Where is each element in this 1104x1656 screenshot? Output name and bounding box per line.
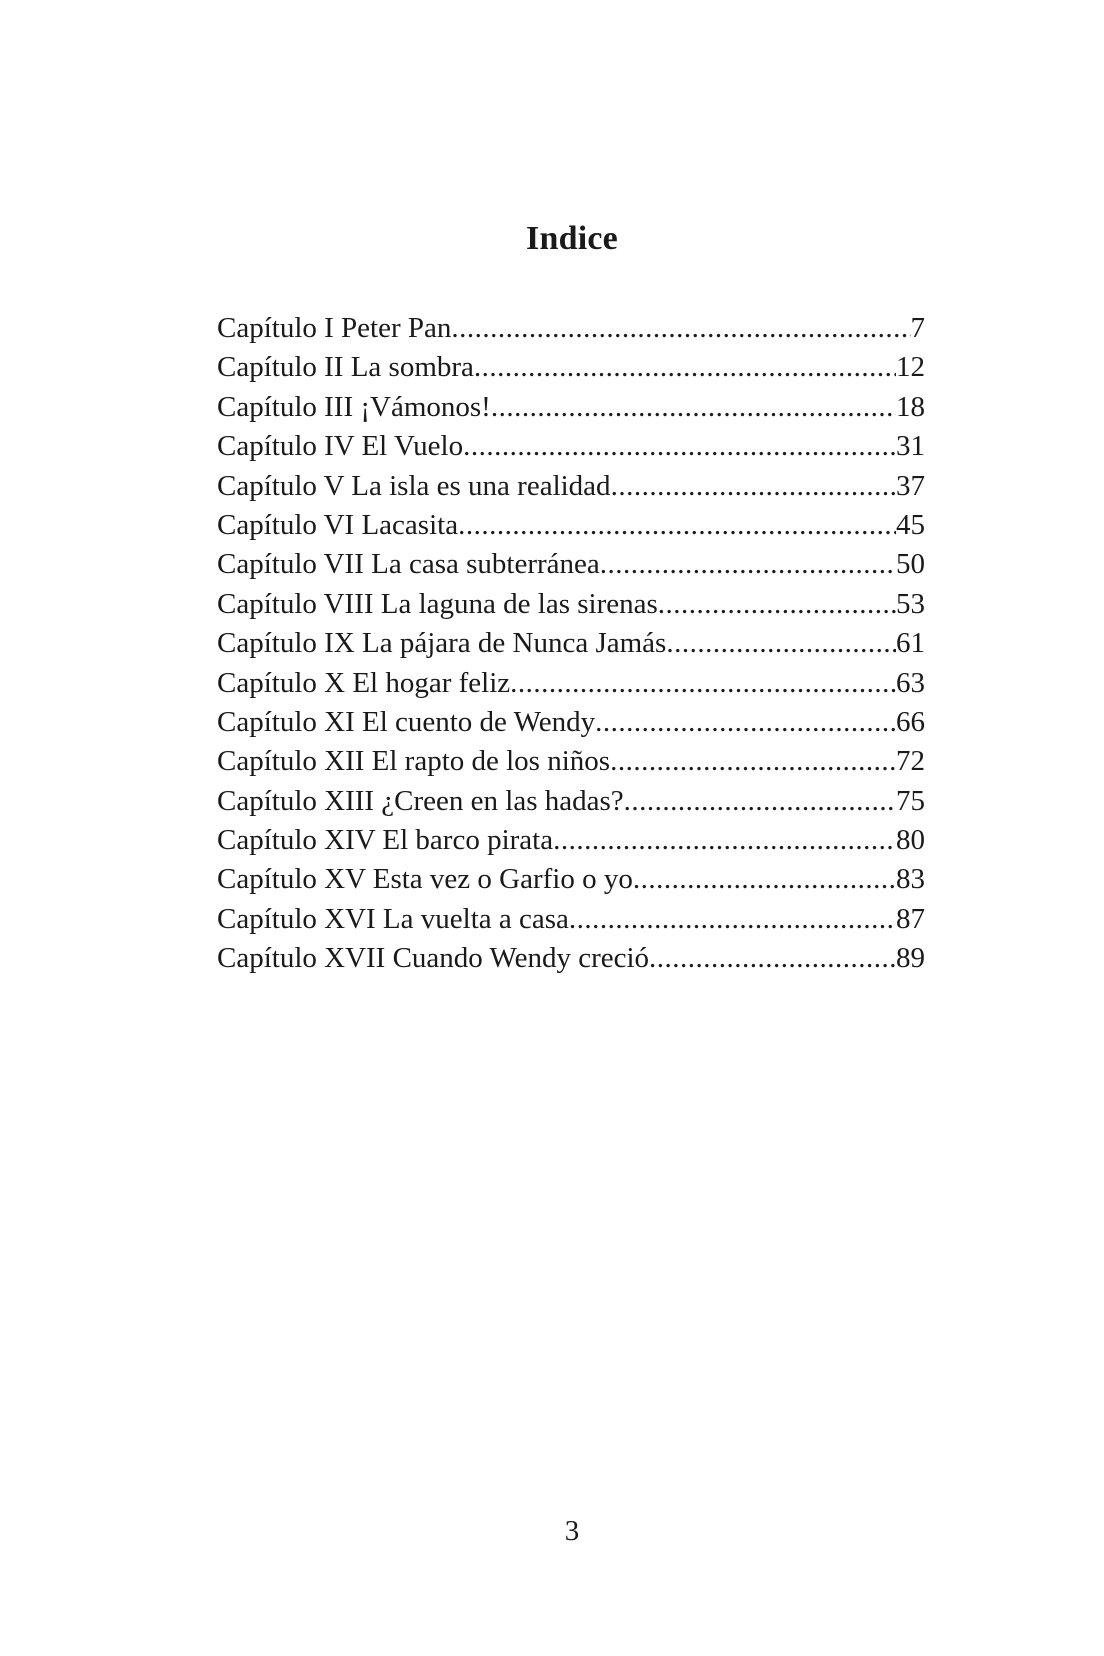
- toc-entry-page: 50: [896, 548, 925, 581]
- toc-entry-page: 61: [896, 627, 925, 660]
- dot-leader: [474, 348, 896, 387]
- toc-entry-page: 83: [896, 863, 925, 896]
- toc-entry-label: Capítulo XVI La vuelta a casa: [217, 902, 569, 935]
- toc-entry-label: Capítulo IX La pájara de Nunca Jamás: [217, 627, 667, 660]
- toc-entry-label: Capítulo VI Lacasita: [217, 508, 459, 541]
- table-of-contents: [217, 309, 925, 979]
- toc-entry: [217, 860, 925, 899]
- toc-entry: [217, 703, 925, 742]
- toc-entry-label: Capítulo II La sombra: [217, 351, 474, 384]
- dot-leader: [600, 545, 896, 584]
- toc-entry-page: 7: [910, 312, 925, 344]
- toc-entry-page: 37: [896, 469, 925, 502]
- toc-entry: [217, 585, 925, 624]
- toc-entry-label: Capítulo VII La casa subterránea: [217, 548, 600, 581]
- toc-entry-label: Capítulo XVII Cuando Wendy creció: [217, 942, 650, 975]
- toc-entry: [217, 664, 925, 703]
- toc-entry: [217, 506, 925, 545]
- toc-entry-page: 53: [896, 587, 925, 620]
- toc-entry-label: Capítulo XV Esta vez o Garfio o yo: [217, 863, 633, 896]
- toc-entry: [217, 939, 925, 978]
- toc-entry-page: 72: [896, 745, 925, 778]
- toc-entry-page: 87: [896, 902, 925, 935]
- toc-entry-label: Capítulo III ¡Vámonos!: [217, 390, 491, 423]
- toc-entry-page: 66: [896, 705, 925, 738]
- toc-entry: [217, 309, 925, 348]
- toc-entry-page: 63: [896, 666, 925, 699]
- toc-entry-page: 45: [896, 508, 925, 541]
- toc-entry: [217, 388, 925, 427]
- toc-entry-label: Capítulo VIII La laguna de las sirenas: [217, 587, 658, 620]
- page-number: 3: [564, 1515, 580, 1547]
- toc-entry: [217, 782, 925, 821]
- dot-leader: [649, 939, 896, 978]
- toc-entry: [217, 900, 925, 939]
- toc-entry-page: 18: [896, 390, 925, 423]
- dot-leader: [624, 782, 896, 821]
- dot-leader: [611, 467, 896, 506]
- toc-entry-label: Capítulo XIV El barco pirata: [217, 824, 554, 857]
- dot-leader: [553, 821, 896, 860]
- dot-leader: [510, 664, 896, 703]
- toc-entry-label: Capítulo V La isla es una realidad: [217, 469, 611, 502]
- dot-leader: [491, 388, 896, 427]
- dot-leader: [463, 427, 896, 466]
- toc-entry-label: Capítulo I Peter Pan: [217, 312, 452, 344]
- dot-leader: [451, 309, 910, 348]
- toc-entry-label: Capítulo XI El cuento de Wendy: [217, 705, 596, 738]
- toc-entry: [217, 624, 925, 663]
- toc-entry: [217, 545, 925, 584]
- toc-entry: [217, 742, 925, 781]
- page-title: Indice: [526, 219, 618, 257]
- dot-leader: [666, 624, 896, 663]
- toc-entry-label: Capítulo X El hogar feliz: [217, 666, 511, 699]
- dot-leader: [458, 506, 896, 545]
- dot-leader: [633, 860, 896, 899]
- toc-entry-label: Capítulo XII El rapto de los niños: [217, 745, 611, 778]
- toc-entry-label: Capítulo XIII ¿Creen en las hadas?: [217, 784, 624, 817]
- toc-entry-page: 31: [896, 430, 925, 463]
- toc-entry: [217, 467, 925, 506]
- dot-leader: [610, 742, 896, 781]
- toc-entry: [217, 821, 925, 860]
- dot-leader: [658, 585, 896, 624]
- toc-entry-label: Capítulo IV El Vuelo: [217, 430, 464, 463]
- toc-entry: [217, 348, 925, 387]
- dot-leader: [569, 900, 896, 939]
- toc-entry-page: 75: [896, 784, 925, 817]
- toc-entry-page: 80: [896, 824, 925, 857]
- toc-entry-page: 12: [896, 351, 925, 384]
- toc-entry: [217, 427, 925, 466]
- dot-leader: [595, 703, 896, 742]
- toc-entry-page: 89: [896, 942, 925, 975]
